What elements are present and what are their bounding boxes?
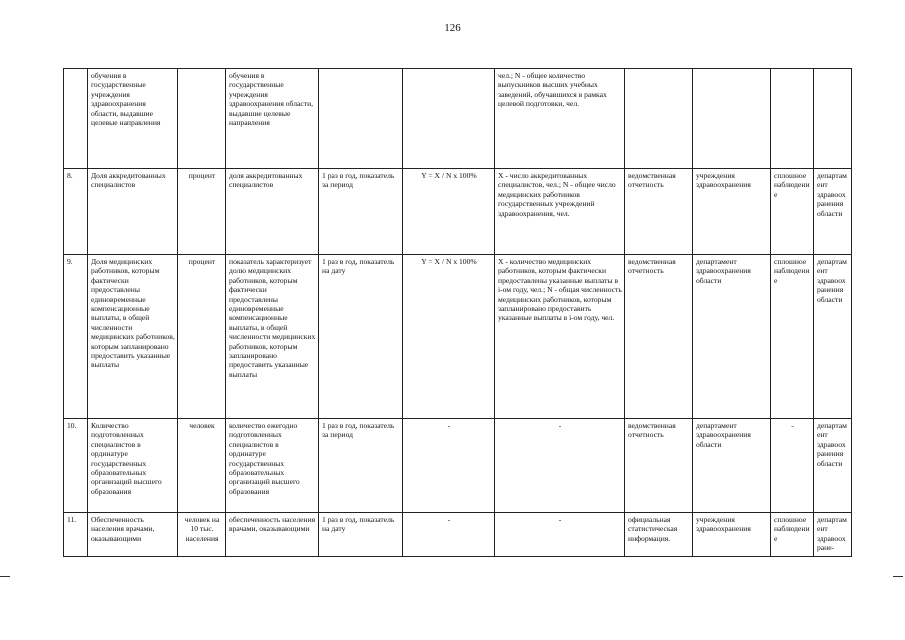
observation-method: сплошное наблюдение: [771, 513, 814, 557]
row-number: [64, 69, 88, 169]
indicator-name: обучения в государственные учреждения здравоохранения области, выдавшие целевые направления: [88, 69, 178, 169]
indicator-name: Доля медицинских работников, которым фактически предоставлены единовременные компенсационные выплаты, в общей численности медицинских работников, которым запланировано предоставить указанные выплаты: [88, 255, 178, 419]
data-source: официальная статистическая информация.: [625, 513, 693, 557]
definition: обеспеченность населения врачами, оказывающими: [226, 513, 319, 557]
row-number: 11.: [64, 513, 88, 557]
formula-components: -: [495, 513, 625, 557]
frequency: 1 раз в год, показатель за период: [319, 419, 403, 513]
unit: процент: [178, 169, 226, 255]
responsible-body: учреждения здравоохранения: [693, 169, 771, 255]
indicator-name: Обеспеченность населения врачами, оказывающими: [88, 513, 178, 557]
observation-method: -: [771, 419, 814, 513]
table-row: [64, 69, 852, 169]
formula-components: -: [495, 419, 625, 513]
definition: показатель характеризует долю медицинских работников, которым фактически предоставлены единовременные компенсационные выплаты, в общей численности медицинских работников, которым запланировано предоставить указанные выплаты: [226, 255, 319, 419]
responsible-body: учреждения здравоохранения: [693, 513, 771, 557]
frequency: 1 раз в год, показатель на дату: [319, 255, 403, 419]
frequency: [319, 69, 403, 169]
formula: Y = X / N x 100%: [403, 255, 495, 419]
unit: человек на 10 тыс. населения: [178, 513, 226, 557]
table-row: [64, 169, 852, 255]
responsible-body: департамент здравоохранения области: [693, 419, 771, 513]
formula: [403, 69, 495, 169]
table-row: [64, 255, 852, 419]
row-number: 10.: [64, 419, 88, 513]
indicator-owner: департамент здравоохранения области: [814, 419, 852, 513]
row-number: 8.: [64, 169, 88, 255]
formula: -: [403, 513, 495, 557]
frequency: 1 раз в год, показатель за период: [319, 169, 403, 255]
observation-method: [771, 69, 814, 169]
definition: доля аккредитованных специалистов: [226, 169, 319, 255]
page-number: 126: [444, 22, 461, 34]
frequency: 1 раз в год, показатель на дату: [319, 513, 403, 557]
observation-method: сплошное наблюдение: [771, 169, 814, 255]
responsible-body: [693, 69, 771, 169]
unit: процент: [178, 255, 226, 419]
formula-components: X - количество медицинских работников, которым фактически предоставлены указанные выплаты в i-ом году, чел.; N - общая численность медицинских работников, которым запланировано предоставить указанные выплаты в i-ом году, чел.: [495, 255, 625, 419]
indicator-owner: [814, 69, 852, 169]
table-row: [64, 419, 852, 513]
responsible-body: департамент здравоохранения области: [693, 255, 771, 419]
formula: Y = X / N x 100%: [403, 169, 495, 255]
data-source: ведомственная отчетность: [625, 419, 693, 513]
definition: обучения в государственные учреждения здравоохранения области, выдавшие целевые направления: [226, 69, 319, 169]
indicator-owner: департамент здравоохране-: [814, 513, 852, 557]
indicator-owner: департамент здравоохранения области: [814, 169, 852, 255]
unit: [178, 69, 226, 169]
definition: количество ежегодно подготовленных специалистов в ординатуре государственных образовательных организаций высшего образования: [226, 419, 319, 513]
formula: -: [403, 419, 495, 513]
unit: человек: [178, 419, 226, 513]
table-row: [64, 513, 852, 557]
indicator-owner: департамент здравоохранения области: [814, 255, 852, 419]
formula-components: X - число аккредитованных специалистов, чел.; N - общее число медицинских работников государственных учреждений здравоохранения, чел.: [495, 169, 625, 255]
data-source: ведомственная отчетность: [625, 255, 693, 419]
crop-mark-left: [0, 576, 10, 577]
formula-components: чел.; N - общее количество выпускников высших учебных заведений, обучавшихся в рамках целевой подготовки, чел.: [495, 69, 625, 169]
data-source: ведомственная отчетность: [625, 169, 693, 255]
indicator-table: [63, 68, 852, 557]
data-source: [625, 69, 693, 169]
page-bottom-margin: [63, 572, 851, 640]
row-number: 9.: [64, 255, 88, 419]
observation-method: сплошное наблюдение: [771, 255, 814, 419]
indicator-name: Доля аккредитованных специалистов: [88, 169, 178, 255]
crop-mark-right: [893, 576, 903, 577]
indicator-name: Количество подготовленных специалистов в ординатуре государственных образовательных организаций высшего образования: [88, 419, 178, 513]
